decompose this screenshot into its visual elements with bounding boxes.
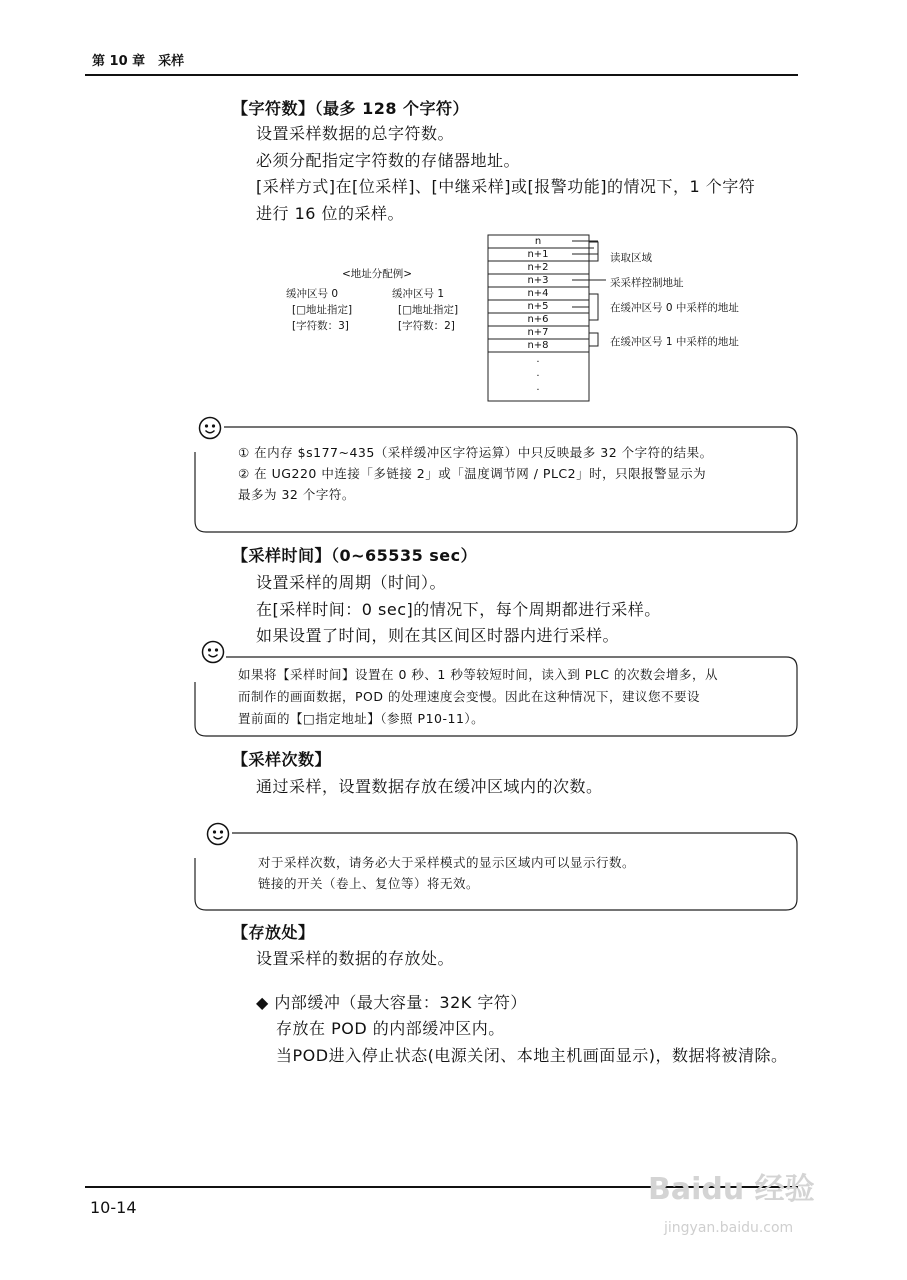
paragraph-line: 设置采样数据的总字符数。 <box>256 124 455 143</box>
diagram-example-title: <地址分配例> <box>342 268 413 280</box>
paragraph-line: [采样方式]在[位采样]、[中继采样]或[报警功能]的情况下，1 个字符 <box>256 177 756 196</box>
watermark-logo: Baidu 经验 <box>648 1172 815 1207</box>
note2-line: 如果将【采样时间】设置在 0 秒、1 秒等较短时间，读入到 PLC 的次数会增多，从 <box>238 667 719 682</box>
continuation-dot: . <box>536 368 540 379</box>
paragraph-line: 当POD进入停止状态(电源关闭、本地主机画面显示)，数据将被清除。 <box>276 1046 788 1065</box>
paragraph-line: 设置采样的周期（时间）。 <box>256 573 447 592</box>
section-title-char-count: 【字符数】（最多 128 个字符） <box>232 99 470 118</box>
note3-line: 链接的开关（卷上、复位等）将无效。 <box>258 876 480 891</box>
note3-line: 对于采样次数，请务必大于采样模式的显示区域内可以显示行数。 <box>258 855 636 870</box>
annotation-buffer1-address: 在缓冲区号 1 中采样的地址 <box>610 336 739 348</box>
continuation-dot: . <box>536 382 540 393</box>
section-title-sample-count: 【采样次数】 <box>232 750 332 769</box>
paragraph-line: 在[采样时间：0 sec]的情况下，每个周期都进行采样。 <box>256 600 661 619</box>
note1-line: ② 在 UG220 中连接「多链接 2」或「温度调节网 / PLC2」时，只限报警显示为 <box>238 466 707 481</box>
memory-cell-label: n+4 <box>527 288 549 299</box>
annotation-read-area: 读取区域 <box>610 252 652 264</box>
section-title-sample-time: 【采样时间】（0~65535 sec） <box>232 546 478 565</box>
section-title-storage: 【存放处】 <box>232 923 315 942</box>
buffer0-addr: [□地址指定] <box>292 304 353 316</box>
paragraph-line: 通过采样，设置数据存放在缓冲区域内的次数。 <box>256 777 603 796</box>
memory-cell-label: n+5 <box>527 301 549 312</box>
memory-cell-label: n+7 <box>527 327 549 338</box>
memory-cell-label: n+1 <box>527 249 549 260</box>
header-rule <box>85 74 798 76</box>
paragraph-line: 如果设置了时间，则在其区间区时器内进行采样。 <box>256 626 620 645</box>
bullet-internal-buffer: ◆ 内部缓冲（最大容量：32K 字符） <box>256 993 527 1012</box>
paragraph-line: 设置采样的数据的存放处。 <box>256 949 455 968</box>
paragraph-line: 进行 16 位的采样。 <box>256 204 405 223</box>
buffer1-count: [字符数：2] <box>398 320 455 332</box>
memory-cell-label: n+3 <box>527 275 549 286</box>
memory-cell-label: n+8 <box>527 340 549 351</box>
note2-line: 置前面的【□指定地址】（参照 P10-11）。 <box>238 711 485 726</box>
paragraph-line: 必须分配指定字符数的存储器地址。 <box>256 151 521 170</box>
note2-line: 而制作的画面数据，POD 的处理速度会变慢。因此在这种情况下，建议您不要设 <box>238 689 700 704</box>
memory-cell-label: n+2 <box>527 262 549 273</box>
paragraph-line: 存放在 POD 的内部缓冲区内。 <box>276 1019 505 1038</box>
buffer0-label: 缓冲区号 0 <box>286 288 339 300</box>
note1-line: 最多为 32 个字符。 <box>238 487 355 502</box>
page-number: 10-14 <box>90 1198 137 1217</box>
buffer1-label: 缓冲区号 1 <box>392 288 445 300</box>
memory-cell-label: n <box>534 236 542 247</box>
annotation-buffer0-address: 在缓冲区号 0 中采样的地址 <box>610 302 739 314</box>
annotation-control-address: 采采样控制地址 <box>610 277 684 289</box>
memory-cell-label: n+6 <box>527 314 549 325</box>
continuation-dot: . <box>536 354 540 365</box>
buffer0-count: [字符数：3] <box>292 320 349 332</box>
chapter-header: 第 10 章 采样 <box>92 54 185 69</box>
note1-line: ① 在内存 $s177~435（采样缓冲区字符运算）中只反映最多 32 个字符的结果。 <box>238 445 713 460</box>
buffer1-addr: [□地址指定] <box>398 304 459 316</box>
watermark-url: jingyan.baidu.com <box>664 1220 794 1236</box>
